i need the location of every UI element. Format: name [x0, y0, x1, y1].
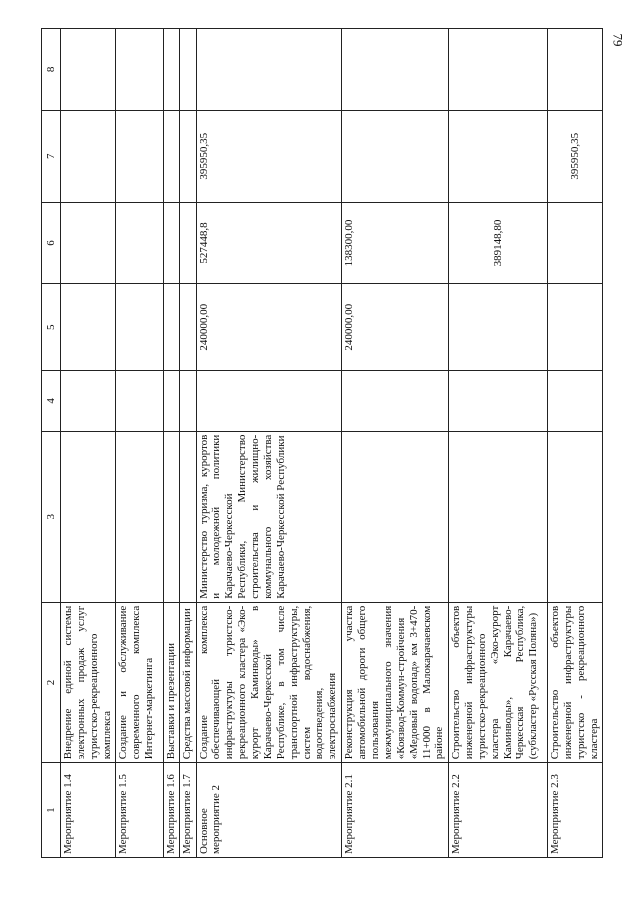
value-cell-8 — [548, 29, 603, 111]
value-cell-5 — [115, 284, 163, 371]
measure-name: Средства массовой информации — [180, 602, 196, 763]
value-cell-4 — [196, 371, 342, 432]
measure-code: Мероприятие 2.2 — [449, 763, 548, 858]
value-cell-4 — [548, 371, 603, 432]
responsible-executor — [449, 431, 548, 602]
measure-code: Мероприятие 1.7 — [180, 763, 196, 858]
responsible-executor — [180, 431, 196, 602]
measure-code: Основное мероприятие 2 — [196, 763, 342, 858]
value-cell-7 — [115, 110, 163, 202]
value-cell-4 — [61, 371, 116, 432]
measure-name: Создание и обслуживание современного комплекса Интернет-маркетинга — [115, 602, 163, 763]
table-row — [449, 29, 548, 858]
value-cell-5: 240000,00 — [342, 284, 449, 371]
measure-name: Создание комплекса обеспечивающей инфраструктуры туристско-рекреационного кластера «Эко-курорт Каминводы» в Карачаево-Черкесской Республике, в том числе транспортной инфраструктуры, систем водоснабжения, водоотведения, электроснабжения — [196, 602, 342, 763]
value-cell-4 — [115, 371, 163, 432]
value-cell-4 — [180, 371, 196, 432]
responsible-executor — [548, 431, 603, 602]
measure-code: Мероприятие 1.6 — [164, 763, 180, 858]
header-cell: 4 — [42, 371, 61, 432]
value-cell-7 — [342, 110, 449, 202]
value-cell-5 — [61, 284, 116, 371]
responsible-executor — [164, 431, 180, 602]
value-cell-5 — [164, 284, 180, 371]
value-cell-6 — [548, 202, 603, 284]
measure-name: Реконструкция участка автомобильной дороги общего пользования межмуниципального значения «Коязвод-Коммун-стройчения «Медовый водопад» км 3+470-11+000 в Малокарачаевском районе — [342, 602, 449, 763]
value-cell-8 — [164, 29, 180, 111]
measure-code: Мероприятие 1.4 — [61, 763, 116, 858]
header-cell: 2 — [42, 602, 61, 763]
table-row — [115, 29, 163, 858]
value-cell-8 — [180, 29, 196, 111]
measure-name: Строительство объектов инженерной инфраструктуры туристско - рекреационного кластера — [548, 602, 603, 763]
value-cell-8 — [196, 29, 342, 111]
value-cell-6: 138300,00 — [342, 202, 449, 284]
header-cell: 1 — [42, 763, 61, 858]
value-cell-6: 527448,8 — [196, 202, 342, 284]
value-cell-4 — [449, 371, 548, 432]
table-row — [342, 29, 449, 858]
measure-name: Внедрение единой системы электронных продаж услуг туристско-рекреационного комплекса — [61, 602, 116, 763]
value-cell-5 — [548, 284, 603, 371]
header-cell: 7 — [42, 110, 61, 202]
value-cell-4 — [164, 371, 180, 432]
value-cell-7 — [164, 110, 180, 202]
measure-code: Мероприятие 1.5 — [115, 763, 163, 858]
program-measures-table — [41, 28, 603, 858]
measure-name: Выставки и презентации — [164, 602, 180, 763]
value-cell-6 — [115, 202, 163, 284]
header-cell: 3 — [42, 431, 61, 602]
table-row — [180, 29, 196, 858]
responsible-executor — [61, 431, 116, 602]
value-cell-7 — [449, 110, 548, 202]
value-cell-8 — [449, 29, 548, 111]
rotated-table-wrapper — [41, 28, 603, 858]
responsible-executor — [342, 431, 449, 602]
responsible-executor: Министерство туризма, курортов и молодежной политики Карачаево-Черкесской Республики, Министерство строительства и жилищно-коммунального хозяйства Карачаево-Черкесской Республики — [196, 431, 342, 602]
value-cell-8 — [115, 29, 163, 111]
value-cell-5: 240000,00 — [196, 284, 342, 371]
header-row — [42, 29, 61, 858]
header-cell: 8 — [42, 29, 61, 111]
value-cell-5 — [449, 284, 548, 371]
value-cell-6 — [180, 202, 196, 284]
table-row — [61, 29, 116, 858]
value-cell-7: 395950,35 — [196, 110, 342, 202]
header-cell: 5 — [42, 284, 61, 371]
value-cell-6 — [164, 202, 180, 284]
measure-code: Мероприятие 2.1 — [342, 763, 449, 858]
value-cell-6 — [61, 202, 116, 284]
value-cell-7 — [61, 110, 116, 202]
value-cell-4 — [342, 371, 449, 432]
header-cell: 6 — [42, 202, 61, 284]
table-row — [164, 29, 180, 858]
table-row — [196, 29, 342, 858]
measure-name: Строительство объектов инженерной инфраструктуры туристско-рекреационного кластера «Эко-курорт Каминводы», Карачаево-Черкесская Республика, (субкластер «Русская Поляна») — [449, 602, 548, 763]
page-number: 79 — [610, 33, 626, 47]
value-cell-5 — [180, 284, 196, 371]
value-cell-8 — [61, 29, 116, 111]
value-cell-6: 389148,80 — [449, 202, 548, 284]
value-cell-8 — [342, 29, 449, 111]
table-row — [548, 29, 603, 858]
responsible-executor — [115, 431, 163, 602]
measure-code: Мероприятие 2.3 — [548, 763, 603, 858]
value-cell-7: 395950,35 — [548, 110, 603, 202]
value-cell-7 — [180, 110, 196, 202]
